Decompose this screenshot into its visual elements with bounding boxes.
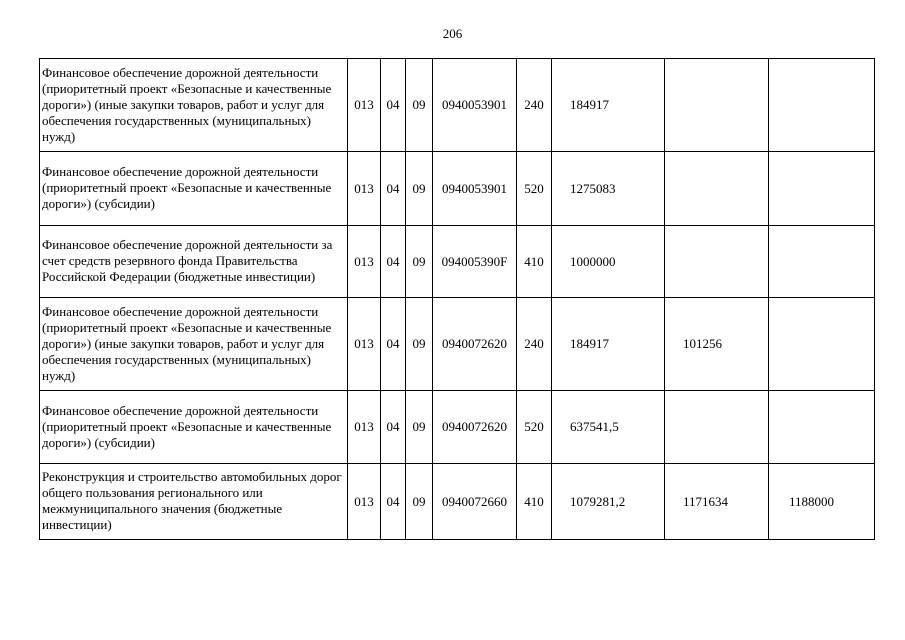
row-ministry-code: 013	[348, 59, 381, 152]
table-row	[40, 59, 875, 152]
row-amount-3	[769, 152, 875, 226]
row-name: Финансовое обеспечение дорожной деятельности за счет средств резервного фонда Правительства Российской Федерации (бюджетные инвестиции)	[40, 226, 348, 298]
row-target-code: 0940072620	[433, 391, 517, 464]
row-section-code: 04	[381, 464, 406, 540]
row-target-code: 094005390F	[433, 226, 517, 298]
row-name: Финансовое обеспечение дорожной деятельности (приоритетный проект «Безопасные и качественные дороги») (иные закупки товаров, работ и услуг для обеспечения государственных (муниципальных) нужд)	[40, 298, 348, 391]
table-row	[40, 226, 875, 298]
row-amount-3: 1188000	[769, 464, 875, 540]
row-expense-code: 410	[517, 464, 552, 540]
row-expense-code: 240	[517, 298, 552, 391]
row-amount-3	[769, 391, 875, 464]
row-amount-1: 637541,5	[552, 391, 665, 464]
row-target-code: 0940053901	[433, 59, 517, 152]
row-target-code: 0940072660	[433, 464, 517, 540]
row-name: Финансовое обеспечение дорожной деятельности (приоритетный проект «Безопасные и качественные дороги») (субсидии)	[40, 391, 348, 464]
row-amount-1: 1000000	[552, 226, 665, 298]
row-section-code: 04	[381, 152, 406, 226]
row-amount-1: 1275083	[552, 152, 665, 226]
row-subsection-code: 09	[406, 298, 433, 391]
row-amount-1: 1079281,2	[552, 464, 665, 540]
row-target-code: 0940053901	[433, 152, 517, 226]
row-subsection-code: 09	[406, 152, 433, 226]
row-amount-1: 184917	[552, 298, 665, 391]
row-section-code: 04	[381, 391, 406, 464]
row-ministry-code: 013	[348, 464, 381, 540]
row-amount-2	[665, 152, 769, 226]
row-target-code: 0940072620	[433, 298, 517, 391]
row-ministry-code: 013	[348, 226, 381, 298]
table-row	[40, 464, 875, 540]
row-amount-1: 184917	[552, 59, 665, 152]
row-expense-code: 410	[517, 226, 552, 298]
budget-table	[39, 58, 875, 540]
row-ministry-code: 013	[348, 298, 381, 391]
row-amount-2	[665, 59, 769, 152]
row-name: Финансовое обеспечение дорожной деятельности (приоритетный проект «Безопасные и качественные дороги») (иные закупки товаров, работ и услуг для обеспечения государственных (муниципальных) нужд)	[40, 59, 348, 152]
row-subsection-code: 09	[406, 391, 433, 464]
page-number: 206	[442, 26, 463, 41]
table-row	[40, 152, 875, 226]
row-ministry-code: 013	[348, 152, 381, 226]
row-amount-2: 101256	[665, 298, 769, 391]
row-section-code: 04	[381, 226, 406, 298]
row-amount-2	[665, 391, 769, 464]
row-amount-3	[769, 59, 875, 152]
row-name: Финансовое обеспечение дорожной деятельности (приоритетный проект «Безопасные и качественные дороги») (субсидии)	[40, 152, 348, 226]
row-expense-code: 520	[517, 391, 552, 464]
row-expense-code: 240	[517, 59, 552, 152]
row-amount-2: 1171634	[665, 464, 769, 540]
row-ministry-code: 013	[348, 391, 381, 464]
row-subsection-code: 09	[406, 59, 433, 152]
row-expense-code: 520	[517, 152, 552, 226]
row-amount-2	[665, 226, 769, 298]
row-section-code: 04	[381, 298, 406, 391]
row-name: Реконструкция и строительство автомобильных дорог общего пользования регионального или межмуниципального значения (бюджетные инвестиции)	[40, 464, 348, 540]
row-subsection-code: 09	[406, 464, 433, 540]
table-row	[40, 391, 875, 464]
row-amount-3	[769, 298, 875, 391]
row-section-code: 04	[381, 59, 406, 152]
row-subsection-code: 09	[406, 226, 433, 298]
table-row	[40, 298, 875, 391]
row-amount-3	[769, 226, 875, 298]
